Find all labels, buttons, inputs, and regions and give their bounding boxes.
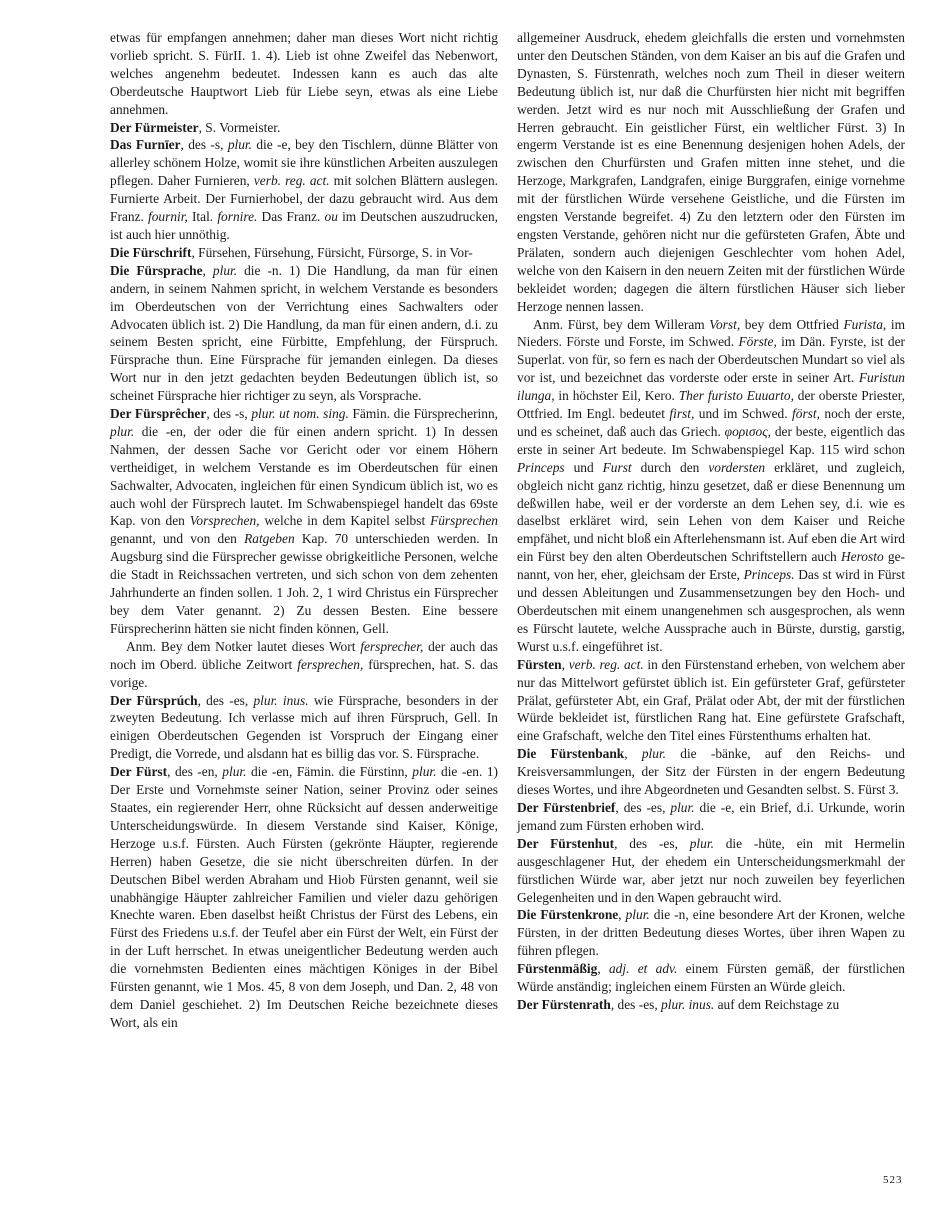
headword: Die Fürschrift — [110, 244, 192, 260]
headword: Der Fürstenrath — [517, 996, 611, 1012]
text-run: allgemeiner Ausdruck, ehedem gleichfalls die ersten und vornehmsten unter den Deutschen Ständen, von dem Kaiser an bis auf die Grafen und Dynasten, S. Fürstenrath, welches noch zum Theil in dieser weitern Bedeutung üblich ist, nur daß die Churfürsten hier nicht mit begriffen werden. Jetzt wird es nur noch mit Ausschließung der Grafen und Herren gebraucht. Ein geistlicher Fürst, ein weltlicher Fürst. 3) In engerm Verstande ist es eine Benennung desjenigen hohen Adels, der zwischen den Churfürsten und Grafen mitten inne stehet, und die Herzoge, Markgrafen, Landgrafen, einige Burggrafen, einige vornehme mit der fürstlichen Würde versehene Geistliche, und die Fürsten im engsten Verstande begreifet. 4) Zu den letztern oder den Fürsten im engsten Verstande, gehören nicht nur die gefürsteten Grafen, Äbte und Prälaten, sondern auch diejenigen Geschlechter vom hohen Adel, welche von den Kaisern in den neuern Zeiten mit der fürstlichen Würde bekleidet worden; dagegen die ältern fürstlichen Häuser sich lieber Herzoge nennen lassen. — [517, 30, 905, 314]
page-number: 523 — [883, 1174, 903, 1186]
text-run: der beste, eigentlich das erste in seiner Art bedeute. Im Schwabenspiegel Kap. 115 wird schon — [517, 423, 906, 457]
text-run: die -en, Fämin. die Fürstinn, — [246, 764, 413, 780]
italic-term: plur. — [110, 423, 135, 439]
text-run: die -hüte, ein mit Hermelin ausgeschlagener Hut, der ehedem ein Unterscheidungsmerkmahl der fürstlichen Würde war, aber jetzt nur noch zuweilen bey feyerlichen Gelegenheiten und in den Wapen gebraucht wird. — [517, 835, 905, 905]
text-run: der oberste Priester, Ottfried. Im Engl. bedeutet — [517, 388, 905, 422]
text-run: Anm. Fürst, bey dem Willeram — [533, 316, 710, 332]
italic-term: plur. — [670, 799, 695, 815]
text-run: und im Schwed. — [694, 406, 793, 422]
italic-term: adj. et adv. — [608, 961, 678, 977]
italic-term: ou — [324, 209, 338, 225]
text-run: im Deutschen auszudrucken, ist auch hier unnöthig. — [110, 209, 499, 242]
text-run: , — [202, 262, 213, 278]
text-run: die -en. 1) Der Erste und Vornehmste seiner Nation, seiner Provinz oder seines Staates, ein regierender Herr, ohne Rücksicht auf dessen anderweitige Unterscheidungswürde. In diesem Verstande sind Kaiser, Könige, Herzoge u.s.f. Fürsten. Auch Fürsten (gekrönte Häupter, regierende Herren) haben Gesetze, die sie nicht überschreiten dürfen. In der Deutschen Bibel werden Abraham und Hiob Fürsten genannt, weil sie unabhängige Häupter zahlreicher Familien und vieler dazu gehörigen Knechte waren. Eben daselbst heißt Christus der Fürst des Lebens, ein Fürst des Friedens u.s.f. der Teufel aber ein Fürst der Welt, ein Fürst der in der Luft herrschet. In etwas uneigentlicher Bedeutung werden auch die vornehmsten Bedienten eines mächtigen Königes in der Bibel Fürsten genannt, wie 1 Mos. 45, 8 von dem Joseph, und Dan. 2, 48 von dem Daniel geschiehet. 2) Im Deutschen Reiche bezeichnete dieses Wort, als ein — [110, 764, 498, 1030]
italic-term: plur. — [625, 907, 650, 923]
text-run: die -e, bey den Tischlern, dünne Blätter von allerley schönem Holze, womit sie ihre künstlichen Arbeiten auszulegen pflegen. Daher Furnieren, — [110, 137, 498, 189]
headword: Der Fürmeister — [110, 119, 199, 135]
italic-term: Furista, — [843, 316, 887, 332]
text-run: die -n, eine besondere Art der Kronen, welche Fürsten, in der dritten Bedeutung dieses Wortes, über ihren Wapen zu führen pflegen. — [517, 907, 905, 959]
italic-term: φορισος, — [724, 423, 771, 439]
text-run: auf dem Reichstage zu — [714, 996, 840, 1012]
headword: Der Fürsprúch — [110, 692, 198, 708]
italic-term: fersprechen, — [297, 656, 364, 672]
entry-fuerstenbrief — [517, 799, 905, 835]
headword: Fürstenmäßig — [517, 961, 598, 977]
entry-fuersprecher — [110, 405, 498, 638]
entry-fuerstenrath — [517, 996, 905, 1014]
text-run: , S. Vormeister. — [198, 119, 281, 135]
italic-term: Furst — [602, 459, 632, 475]
text-run: in den Fürstenstand erheben, von welchem aber nur das Mittelwort gefürstet üblich ist. Ein gefürsteter Graf, gefürsteter Prälat, gefürsteter Abt, ein Graf, Prälat oder Abt, der mit der fürstlichen Würde bekleidet ist, fürstlichen Rang hat. Eine gefürstete Grafschaft, eine Grafschaft, welche den Titel eines Fürstenthums erhalten hat. — [517, 656, 905, 744]
italic-term: fersprecher, — [360, 638, 424, 654]
entry-fuerspruch — [110, 692, 498, 764]
text-run: , des -es, — [615, 799, 671, 815]
text-run: Anm. Bey dem Notker lautet dieses Wort — [126, 638, 361, 654]
entry-fuerstenkrone — [517, 906, 905, 960]
para-fuerst-continued — [517, 29, 905, 316]
italic-term: plur. inus. — [253, 692, 309, 708]
entry-fuerschrift — [110, 244, 498, 262]
headword: Der Fürstenbrief — [517, 799, 616, 815]
text-run: , des -s, — [206, 406, 252, 422]
text-run: in höchster Eil, Kero. — [554, 388, 679, 404]
text-run: im Dän. Fyrste, ist der Superlat. von für, so fern es nach der Oberdeutschen Mundart so viel als vor ist, und bezeichnet das vorderste oder erste in seiner Art. — [517, 334, 906, 386]
para-fuermeister-continued — [110, 29, 498, 119]
italic-term: plur. — [212, 262, 238, 278]
text-run: mit solchen Blättern auslegen. Furnierte Arbeit. Der Furnierhobel, der dazu gebraucht wird. Aus dem Franz. — [110, 173, 498, 225]
text-run: bey dem Ottfried — [740, 316, 844, 332]
italic-term: plur. — [689, 835, 714, 851]
italic-term: Herosto — [840, 549, 884, 565]
text-run: die -bänke, auf den Reichs- und Kreisversammlungen, der Sitz der Fürsten in der engern Bedeutung dieses Wortes, und ihre Abgeordneten und Gesandten selbst. S. Fürst 3. — [517, 746, 905, 798]
headword: Die Fürstenbank — [517, 746, 625, 762]
headword: Der Fürst — [110, 764, 168, 780]
italic-term: först, — [792, 406, 820, 422]
entry-fuerst — [110, 763, 498, 1032]
text-run: Ital. — [187, 209, 218, 225]
text-run: , des -es, — [197, 692, 254, 708]
text-run: , — [561, 656, 569, 672]
italic-term: Ratgeben — [244, 531, 295, 547]
text-run: wie Fürsprache, besonders in der zweyten Bedeutung. Ich verlasse mich auf ihren Fürspruch, Gell. In einigen Oberdeutschen Gegenden ist Vorspruch der Eingang einer Predigt, die Vorrede, und alsdann hat es billig das vor. S. Fürsprache. — [110, 692, 499, 762]
entry-fuerstenmaessig — [517, 960, 905, 996]
italic-term: plur. ut nom. sing. — [251, 406, 349, 422]
text-run: , des -s, — [180, 137, 228, 153]
italic-term: plur. — [641, 746, 667, 762]
italic-term: Vorsprechen, — [189, 513, 260, 529]
text-run: , Fürsehen, Fürsehung, Fürsicht, Fürsorge, S. in Vor- — [191, 244, 473, 260]
italic-term: Vorst, — [709, 316, 741, 332]
entry-fuersprache — [110, 262, 498, 405]
text-run: genannt, von her, eher, gleichsam der Erste, — [517, 549, 905, 583]
right-column — [517, 29, 905, 1014]
text-run: die -e, ein Brief, d.i. Urkunde, worin jemand zum Fürsten erhoben wird. — [517, 799, 905, 833]
text-run: und — [564, 459, 603, 475]
text-run: die -n. 1) Die Handlung, da man für einen andern, in seinem Nahmen spricht, in welchem Verstande es besonders im Oberdeutschen von der Verrichtung eines Sachwalters oder Advocaten üblich ist. 2) Die Handlung, da man für einen andern, d.i. zu seinem Besten spricht, eine Fürbitte, Empfehlung, der Fürspruch. Fürsprache thun. Eine Fürsprache für jemanden einlegen. Da dieses Wort nur in den jetzt gedachten beyden Bedeutungen üblich ist, so scheinet Fürsprache hier richtiger zu seyn, als Vorsprache. — [110, 262, 498, 404]
left-column — [110, 29, 498, 1032]
entry-furnier — [110, 136, 498, 243]
text-run: , des -en, — [167, 764, 223, 780]
text-run: , des -es, — [614, 835, 690, 851]
italic-term: fornire. — [217, 209, 258, 225]
italic-term: verb. reg. act. — [253, 173, 330, 189]
italic-term: Fürsprechen — [430, 513, 498, 529]
italic-term: Princeps — [517, 459, 565, 475]
headword: Fürsten — [517, 656, 562, 672]
text-run: der auch das noch im Oberd. übliche Zeitwort — [110, 638, 498, 672]
italic-term: fournir, — [148, 209, 188, 225]
text-run: Fämin. die Fürsprecherinn, — [348, 406, 498, 422]
text-run: erkläret, und zugleich, obgleich nicht ganz richtig, hinzu gesetzet, daß er diese Benennung um deßwillen habe, weil er der vorderste an dem Lehen sey, d.i. wie es daselbst erkläret wird, sein Lehen von dem Kaiser und Reiche empfähet, und nicht bloß ein Afterlehensmann ist. Auf eben die Art wird ein Fürst bey den alten Oberdeutschen Schriftstellern auch — [517, 459, 905, 565]
headword: Die Fürstenkrone — [517, 907, 619, 923]
text-run: welche in dem Kapitel selbst — [259, 513, 431, 529]
italic-term: verb. reg. act. — [568, 656, 644, 672]
text-run: noch der erste, und es scheinet, daß auch das Griech. — [517, 406, 906, 439]
entry-fuerstenhut — [517, 835, 905, 907]
text-run: Kap. 70 unterschieden werden. In Augsburg sind die Fürsprecher gewisse obrigkeitliche Personen, welche die Stadt in Reichssachen vertreten, und sich schon von dem zehenten Jahrhunderte an finden sollen. 1 Joh. 2, 1 wird Christus ein Fürsprecher bey dem Vater genannt. 2) Zu dessen Besten. Eine bessere Fürsprecherinn hätten sie nicht finden können, Gell. — [110, 531, 499, 636]
text-run: , des -es, — [610, 996, 662, 1012]
text-run: etwas für empfangen annehmen; daher man dieses Wort nicht richtig vorlieb spricht. S. FürII. 1. 4). Lieb ist ohne Zweifel das Nebenwort, welches angenehm bedeutet. Indessen kann es auch das alte Oberdeutsche Hauptwort Lieb für Liebe seyn, etwas als eine Liebe annehmen. — [110, 30, 498, 117]
text-run: fürsprechen, hat. S. das vorige. — [110, 656, 498, 690]
text-run: durch den — [631, 459, 709, 475]
italic-term: first, — [669, 406, 695, 422]
entry-fuerstenbank — [517, 745, 905, 799]
text-run: im Nieders. Förste und Forste, im Schwed. — [517, 316, 906, 350]
italic-term: vordersten — [708, 459, 766, 475]
text-run: die -en, der oder die für einen andern spricht. 1) In dessen Nahmen, der dessen Sache vor Gericht oder vor einem Höhern vertheidiget, in welchem Verstande es im Oberdeutschen für einen Sachwalter, Advocaten, ingleichen für einen Syndicum üblich ist, wo es auch wohl der Fürsprech lautet. Im Schwabenspiegel handelt das 69ste Kap. von den — [110, 423, 498, 529]
note-fuerst — [517, 316, 905, 656]
headword: Die Fürsprache — [110, 262, 203, 278]
headword: Der Fürsprêcher — [110, 406, 207, 422]
entry-fuermeister — [110, 119, 498, 137]
italic-term: plur. — [412, 764, 437, 780]
italic-term: plur. — [222, 764, 247, 780]
text-run: Das st wird in Fürst und dessen Ableitungen und Zusammensetzungen bey den Hoch- und Oberdeutschen mit einem unangenehmen sch ausgesprochen, als wenn es Fürscht lautete, welche Aussprache auch in Bürste, durstig, garstig, Wurst u.s.f. eingeführet ist. — [517, 567, 905, 654]
italic-term: Ther furisto Euuarto, — [678, 388, 794, 404]
italic-term: plur. — [227, 137, 252, 153]
text-run: Das Franz. — [257, 209, 325, 225]
text-run: genannt, und von den — [110, 531, 245, 547]
note-fuersprecher — [110, 638, 498, 692]
italic-term: Förste, — [738, 334, 777, 350]
headword: Das Furnīer — [110, 137, 181, 153]
text-run: , — [624, 746, 642, 762]
text-run: , — [597, 961, 609, 977]
text-run: , — [618, 907, 626, 923]
italic-term: Princeps. — [743, 567, 795, 583]
entry-fuersten — [517, 656, 905, 746]
text-run: einem Fürsten gemäß, der fürstlichen Würde anständig; ingleichen einem Fürsten an Würde gleich. — [517, 961, 905, 995]
italic-term: Furistun ilunga, — [517, 370, 905, 404]
headword: Der Fürstenhut — [517, 835, 615, 851]
italic-term: plur. inus. — [661, 996, 715, 1012]
